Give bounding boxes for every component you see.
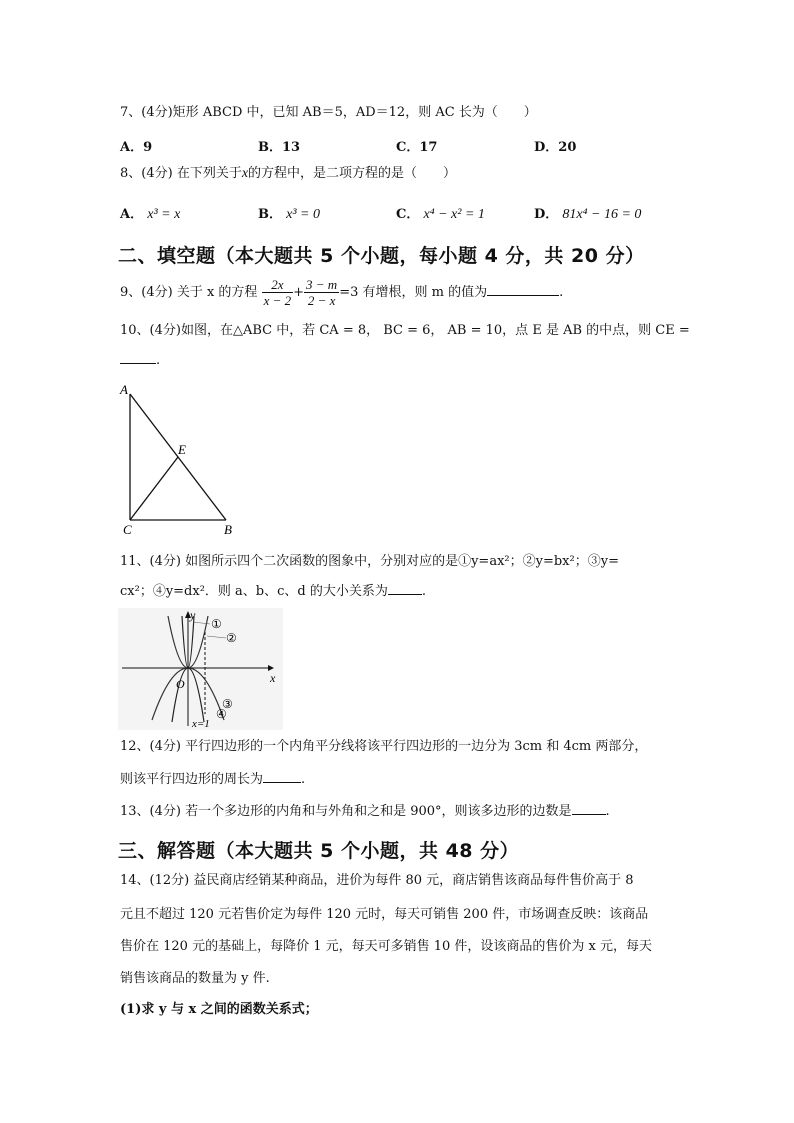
q7-option-b: B．13	[258, 140, 301, 155]
label-e: E	[178, 442, 186, 457]
q8-option-d-math: 81x⁴ − 16 = 0	[562, 207, 642, 222]
q12-line2-text: 则该平行四边形的周长为	[120, 772, 264, 787]
q8-option-c-letter: C．	[396, 207, 420, 222]
q9-frac1-den: x − 2	[263, 293, 292, 308]
question-14-line-3: 售价在 120 元的基础上，每降价 1 元，每天可多销售 10 件，设该商品的售价为 x 元，每天	[120, 939, 653, 954]
q13-text: 13、(4分) 若一个多边形的内角和与外角和之和是 900°，则该多边形的边数是	[120, 804, 572, 819]
label-c: C	[123, 522, 132, 537]
question-12-line-2	[120, 771, 305, 789]
label-curve-4: ④	[216, 707, 227, 721]
q9-frac2-den: 2 − x	[307, 293, 336, 308]
question-13	[120, 803, 610, 821]
q8-option-d	[534, 203, 641, 223]
label-curve-2: ②	[226, 631, 237, 645]
q13-answer-blank[interactable]	[572, 814, 606, 815]
q11-end: .	[421, 584, 427, 599]
parabola-figure	[118, 608, 283, 730]
q7-option-c: C．17	[396, 140, 438, 155]
label-b: B	[224, 522, 232, 537]
question-8-text	[120, 165, 456, 183]
q8-option-c	[396, 203, 485, 223]
question-11-line-1: 11、(4分) 如图所示四个二次函数的图象中，分别对应的是①y=ax²；②y=bx²；③y=	[120, 554, 619, 569]
label-x-equals-1: x=1	[192, 718, 210, 730]
question-14-line-2: 元且不超过 120 元若售价定为每件 120 元时，每天可销售 200 件，市场调查反映：该商品	[120, 907, 649, 922]
question-14-line-1: 14、(12分) 益民商店经销某种商品，进价为每件 80 元，商店销售该商品每件售价高于 8	[120, 873, 634, 888]
label-curve-1: ①	[211, 617, 222, 631]
triangle-figure	[112, 380, 242, 540]
q9-frac2-num: 3 − m	[306, 277, 338, 292]
q8-var: x	[241, 166, 249, 181]
q8-option-b-letter: B．	[258, 207, 282, 222]
q10-end: .	[156, 353, 161, 368]
q7-option-d: D．20	[534, 140, 577, 155]
q8-option-c-math: x⁴ − x² = 1	[423, 207, 485, 222]
question-14-line-4: 销售该商品的数量为 y 件.	[120, 971, 270, 986]
q7-option-a: A．9	[120, 140, 153, 155]
label-y: y	[190, 608, 196, 622]
question-12-line-1: 12、(4分) 平行四边形的一个内角平分线将该平行四边形的一边分为 3cm 和 4cm 两部分，	[120, 739, 648, 754]
q8-text-pre: 8、(4分) 在下列关于	[120, 166, 242, 181]
q8-option-d-letter: D．	[534, 207, 559, 222]
q13-end: .	[605, 804, 610, 819]
q9-fraction-1	[262, 277, 294, 308]
question-9	[120, 276, 563, 310]
q8-text-post: 的方程中，是二项方程的是（ ）	[248, 166, 457, 181]
q8-option-a	[120, 203, 180, 223]
q8-option-a-math: x³ = x	[147, 207, 181, 222]
q9-pre: 9、(4分) 关于 x 的方程	[120, 285, 258, 300]
figure-background	[118, 608, 283, 730]
label-a: A	[120, 382, 128, 397]
section-3-title: 三、解答题（本大题共 5 个小题，共 48 分）	[118, 840, 520, 862]
question-11-line-2	[120, 583, 426, 601]
q11-line2-text: cx²；④y=dx²．则 a、b、c、d 的大小关系为	[120, 584, 388, 599]
q9-post: =3 有增根，则 m 的值为	[339, 285, 488, 300]
segment-ce	[130, 457, 178, 520]
q9-frac1-num: 2x	[262, 277, 294, 293]
q11-answer-blank[interactable]	[388, 594, 422, 595]
q12-answer-blank[interactable]	[263, 782, 301, 783]
q8-option-a-letter: A．	[120, 207, 144, 222]
question-14-part-1: (1)求 y 与 x 之间的函数关系式；	[120, 1002, 318, 1017]
q10-answer-blank[interactable]	[120, 363, 156, 364]
label-x: x	[270, 671, 276, 685]
q9-answer-blank[interactable]	[487, 295, 559, 296]
q8-option-b	[258, 203, 320, 223]
question-10-line-1: 10、(4分)如图，在△ABC 中，若 CA = 8， BC = 6， AB = 10，点 E 是 AB 的中点，则 CE =	[120, 323, 690, 338]
q9-plus: +	[293, 285, 305, 300]
label-curve-3: ③	[222, 697, 233, 711]
label-origin: O	[176, 677, 185, 691]
question-10-line-2	[120, 352, 160, 370]
q9-fraction-2	[304, 277, 339, 308]
q9-end: .	[559, 285, 564, 300]
q8-option-b-math: x³ = 0	[286, 207, 320, 222]
q12-end: .	[301, 772, 306, 787]
question-7-text: 7、(4分)矩形 ABCD 中，已知 AB＝5，AD＝12，则 AC 长为（ ）	[120, 105, 537, 120]
section-2-title: 二、填空题（本大题共 5 个小题，每小题 4 分，共 20 分）	[118, 245, 645, 267]
